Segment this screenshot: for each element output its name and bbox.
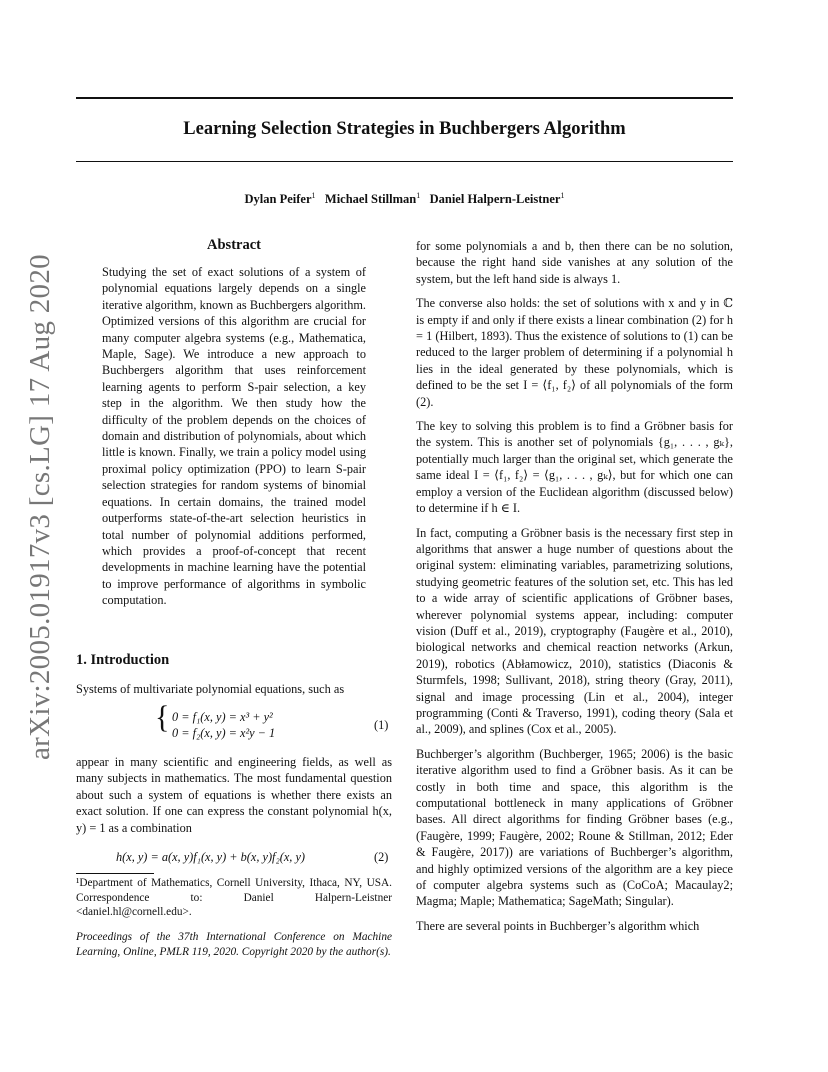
arxiv-identifier: arXiv:2005.01917v3 [cs.LG] 17 Aug 2020 — [24, 254, 56, 760]
proceedings-note — [76, 930, 392, 959]
abstract-text — [102, 264, 366, 609]
abstract-paragraph: Studying the set of exact solutions of a system of polynomial equations largely depends on a single iterative algorithm, known as Buchbergers algorithm. Optimized versions of this algorithm are crucial for many computer algebra systems (e.g., Mathematica, Maple, Sage). We introduce a new approach to Buchbergers algorithm that uses reinforcement learning agents to perform S-pair selection, a key step in the algorithm. We then study how the difficulty of the problem depends on the choices of domain and distribution of polynomials, about which little is known. Finally, we train a policy model using proximal policy optimization (PPO) to learn S-pair selection strategies for random systems of binomial equations. In certain domains, the trained model outperforms state-of-the-art selection heuristics in total number of polynomial additions performed, which provides a proof-of-concept that recent developments in machine learning have the potential to improve performance of algorithms in symbolic computation. — [102, 265, 366, 608]
author-affiliation: 1 — [311, 191, 316, 200]
proceedings-text: Proceedings of the 37th International Conference on Machine Learning, Online, PMLR 119, 2020. Copyright 2020 by the author(s). — [76, 931, 392, 958]
author-affiliation: 1 — [560, 191, 565, 200]
intro-text: Systems of multivariate polynomial equations, such as — [76, 682, 345, 696]
author-list — [76, 191, 733, 207]
intro-paragraph-2 — [76, 754, 392, 836]
title-bottom-rule — [76, 161, 733, 162]
equation-2: h(x, y) = a(x, y)f₁(x, y) + b(x, y)f₂(x, y) — [116, 850, 305, 864]
author-name: Dylan Peifer — [244, 192, 312, 207]
paper-title: Learning Selection Strategies in Buchbergers Algorithm — [183, 119, 626, 139]
body-paragraph: The converse also holds: the set of solutions with x and y in ℂ is empty if and only if there exists a linear combination (2) for h = 1 (Hilbert, 1893). Thus the existence of solutions to (1) can be reduced to the larger problem of determining if a polynomial h lies in the ideal generated by these polynomials, which is defined to be the set I = ⟨f₁, f₂⟩ of all polynomials of the form (2). — [416, 296, 733, 409]
footnote — [76, 876, 392, 920]
right-column — [416, 238, 733, 942]
body-paragraph: for some polynomials a and b, then there can be no solution, because the right hand side vanishes at any solution of the system, but the left hand side is always 1. — [416, 239, 733, 286]
body-paragraph: There are several points in Buchberger’s algorithm which — [416, 918, 700, 933]
body-paragraph: Buchberger’s algorithm (Buchberger, 1965; 2006) is the basic iterative algorithm used to find a Gröbner basis. As it can be costly in both time and space, this algorithm is the computational bottleneck in many applications of Gröbner bases. All direct algorithms for finding Gröbner bases (e.g., (Faugère, 1999; Faugère, 2002; Roune & Stillman, 2012; Eder & Faugère, 2017)) are variations of Buchberger’s algorithm, and highly optimized versions of the algorithm are a key piece of computer algebra systems such as (CoCoA; Macaulay2; Magma; Maple; Mathematica; SageMath; Singular). — [416, 746, 733, 909]
body-paragraph: In fact, computing a Gröbner basis is the necessary first step in algorithms that answer a huge number of questions about the original system: eliminating variables, parametrizing solutions, studying geometric features of the solution set, etc. This has led to a wide array of scientific applications of Gröbner bases, wherever polynomial systems appear, including: computer vision (Duff et al., 2019), cryptography (Faugère et al., 2010), biological networks and chemical reaction networks (Arkun, 2019), robotics (Abłamowicz, 2010), statistics (Diaconis & Sturmfels, 1998; Sullivant, 2018), string theory (Gray, 2011), signal and image processing (Lin et al., 2004), integer programming (Conti & Traverso, 1991), coding theory (Sala et al., 2009), and splines (Cox et al., 2005). — [416, 525, 733, 737]
footnote-rule — [76, 873, 154, 874]
author-affiliation: 1 — [416, 191, 421, 200]
equation-1-line-1: 0 = f₁(x, y) = x³ + y² — [172, 710, 273, 724]
body-paragraph: The key to solving this problem is to find a Gröbner basis for the system. This is another set of polynomials {g₁, . . . , gₖ}, potentially much larger than the original set, which generate the same ideal I = ⟨f₁, f₂⟩ = ⟨g₁, . . . , gₖ⟩, but for which one can employ a version of the Euclidean algorithm (discussed below) to determine if h ∈ I. — [416, 419, 733, 516]
intro-text: appear in many scientific and engineering fields, as well as many subjects in mathematics. The most fundamental question about such a system of equations is whether there exists an exact solution. If one can express the constant polynomial h(x, y) = 1 as a combination — [76, 755, 392, 835]
equation-2-number: (2) — [374, 850, 389, 864]
abstract-heading: Abstract — [207, 237, 261, 253]
intro-paragraph-1 — [76, 681, 392, 697]
section-heading-introduction: 1. Introduction — [76, 652, 170, 668]
top-rule — [76, 97, 733, 99]
author-name: Daniel Halpern-Leistner — [429, 192, 561, 207]
equation-1-line-2: 0 = f₂(x, y) = x²y − 1 — [172, 726, 276, 740]
equation-1-number: (1) — [374, 718, 389, 732]
equation-brace: { — [155, 700, 170, 735]
author-name: Michael Stillman — [324, 192, 417, 207]
footnote-text: ¹Department of Mathematics, Cornell University, Ithaca, NY, USA. Correspondence to: Daniel Halpern-Leistner <daniel.hl@cornell.edu>. — [76, 877, 392, 918]
